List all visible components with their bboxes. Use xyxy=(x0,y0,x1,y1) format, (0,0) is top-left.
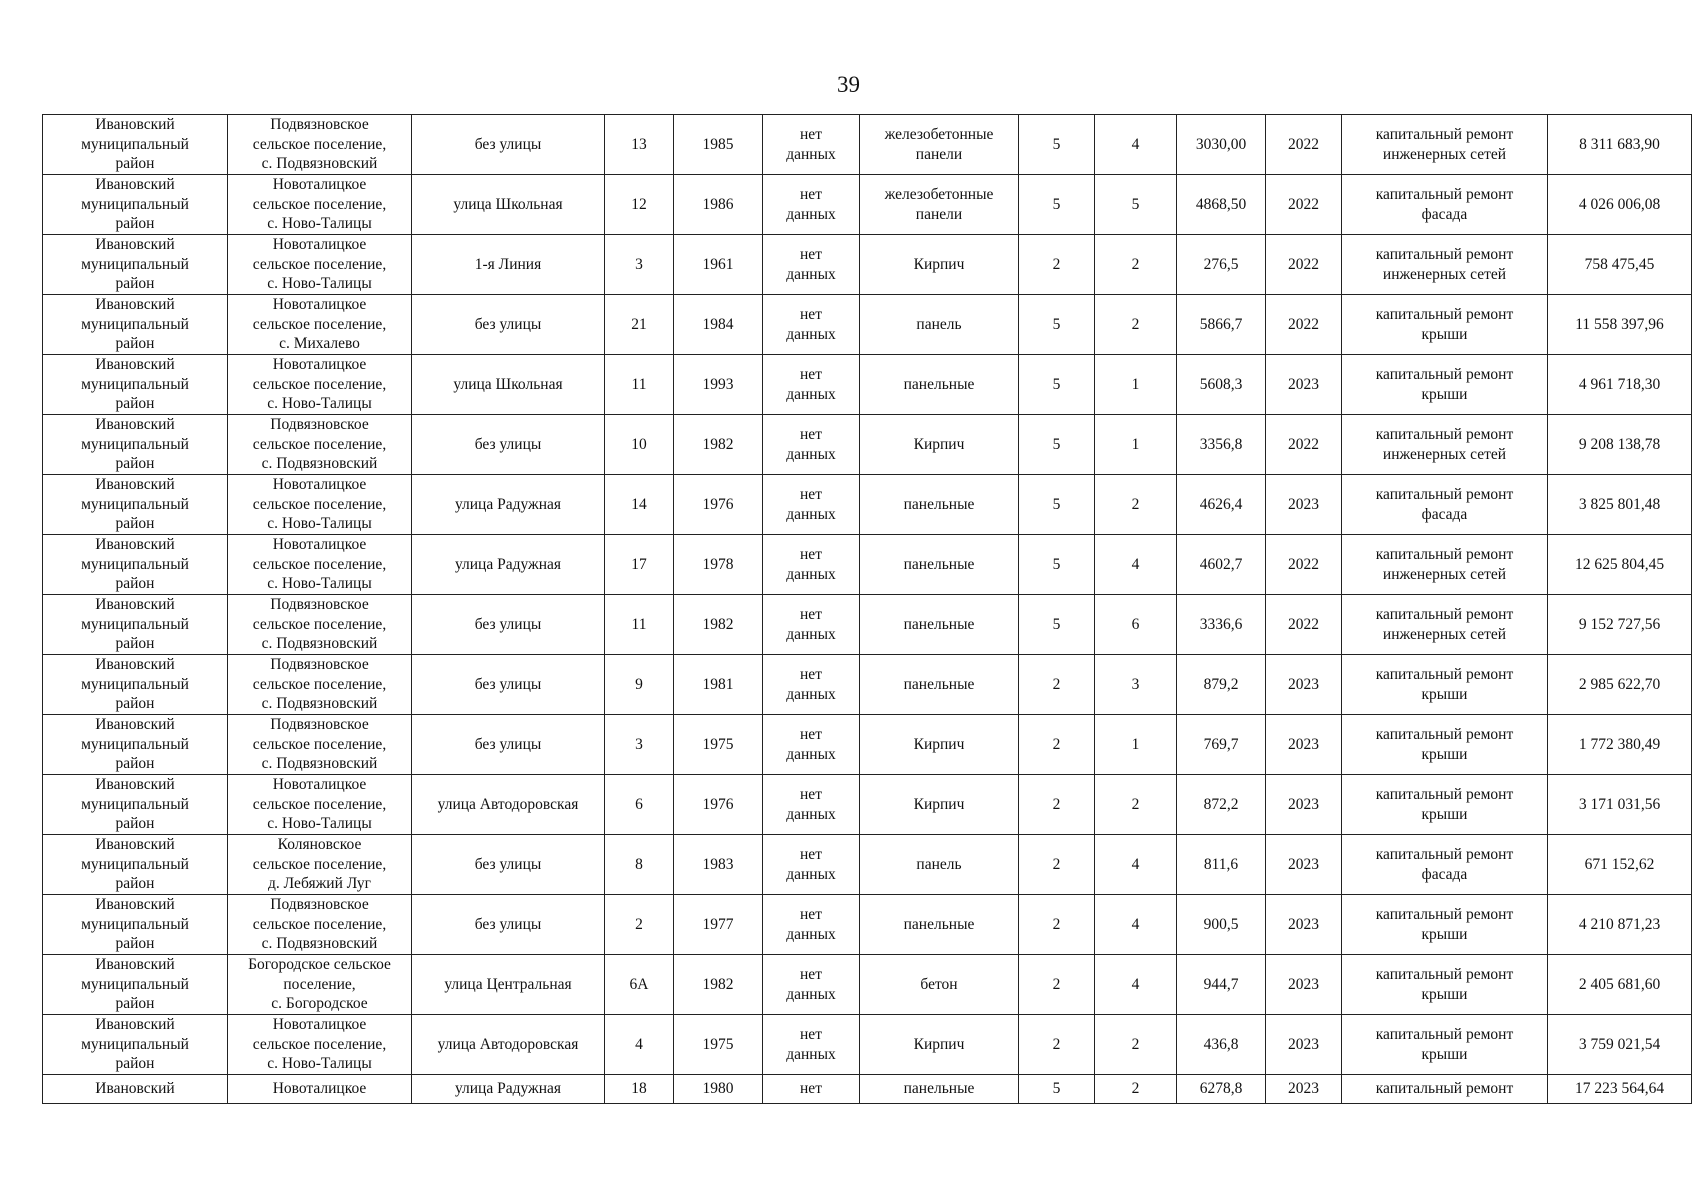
table-row xyxy=(43,835,1692,895)
cell-floors: 5 xyxy=(1019,475,1095,535)
cell-house: 10 xyxy=(605,415,674,475)
cell-col6: нет данных xyxy=(763,355,860,415)
cell-year: 1977 xyxy=(674,895,763,955)
cell-cost: 758 475,45 xyxy=(1548,235,1692,295)
cell-work: капитальный ремонт инженерных сетей xyxy=(1342,595,1548,655)
cell-cost: 671 152,62 xyxy=(1548,835,1692,895)
cell-entrances: 2 xyxy=(1095,475,1177,535)
cell-settlement: Новоталицкое сельское поселение, с. Ново-Талицы xyxy=(228,475,412,535)
cell-house: 3 xyxy=(605,715,674,775)
cell-street: без улицы xyxy=(412,655,605,715)
table-row xyxy=(43,655,1692,715)
cell-material: панельные xyxy=(860,475,1019,535)
cell-material: панельные xyxy=(860,535,1019,595)
table-row xyxy=(43,955,1692,1015)
cell-material: панель xyxy=(860,835,1019,895)
cell-floors: 5 xyxy=(1019,355,1095,415)
cell-material: Кирпич xyxy=(860,415,1019,475)
cell-settlement: Подвязновское сельское поселение, с. Подвязновский xyxy=(228,895,412,955)
cell-floors: 5 xyxy=(1019,115,1095,175)
cell-period: 2022 xyxy=(1266,115,1342,175)
cell-settlement: Коляновское сельское поселение, д. Лебяжий Луг xyxy=(228,835,412,895)
cell-work: капитальный ремонт крыши xyxy=(1342,1015,1548,1075)
table-row xyxy=(43,1075,1692,1104)
cell-material: панельные xyxy=(860,895,1019,955)
cell-year: 1983 xyxy=(674,835,763,895)
cell-floors: 2 xyxy=(1019,835,1095,895)
cell-work: капитальный ремонт крыши xyxy=(1342,655,1548,715)
cell-work: капитальный ремонт крыши xyxy=(1342,295,1548,355)
table-row xyxy=(43,235,1692,295)
cell-street: улица Школьная xyxy=(412,175,605,235)
cell-period: 2022 xyxy=(1266,175,1342,235)
cell-material: Кирпич xyxy=(860,775,1019,835)
cell-material: панель xyxy=(860,295,1019,355)
cell-col6: нет данных xyxy=(763,955,860,1015)
table-row xyxy=(43,415,1692,475)
cell-house: 6А xyxy=(605,955,674,1015)
cell-floors: 2 xyxy=(1019,775,1095,835)
cell-floors: 2 xyxy=(1019,895,1095,955)
table-row xyxy=(43,1015,1692,1075)
cell-district: Ивановский муниципальный район xyxy=(43,595,228,655)
cell-entrances: 4 xyxy=(1095,535,1177,595)
cell-period: 2023 xyxy=(1266,955,1342,1015)
table-row xyxy=(43,475,1692,535)
cell-period: 2022 xyxy=(1266,295,1342,355)
cell-col6: нет данных xyxy=(763,535,860,595)
table-row xyxy=(43,295,1692,355)
cell-year: 1976 xyxy=(674,775,763,835)
cell-col6: нет данных xyxy=(763,1015,860,1075)
cell-district: Ивановский муниципальный район xyxy=(43,775,228,835)
cell-district: Ивановский муниципальный район xyxy=(43,715,228,775)
cell-col6: нет данных xyxy=(763,715,860,775)
cell-district: Ивановский муниципальный район xyxy=(43,295,228,355)
cell-col6: нет данных xyxy=(763,655,860,715)
cell-house: 11 xyxy=(605,595,674,655)
cell-material: Кирпич xyxy=(860,1015,1019,1075)
cell-work: капитальный ремонт крыши xyxy=(1342,355,1548,415)
cell-year: 1980 xyxy=(674,1075,763,1104)
cell-house: 4 xyxy=(605,1015,674,1075)
cell-year: 1981 xyxy=(674,655,763,715)
cell-col6: нет данных xyxy=(763,415,860,475)
cell-year: 1978 xyxy=(674,535,763,595)
cell-period: 2023 xyxy=(1266,835,1342,895)
cell-floors: 2 xyxy=(1019,235,1095,295)
cell-street: улица Автодоровская xyxy=(412,1015,605,1075)
cell-house: 13 xyxy=(605,115,674,175)
cell-house: 11 xyxy=(605,355,674,415)
cell-area: 811,6 xyxy=(1177,835,1266,895)
table-row xyxy=(43,535,1692,595)
cell-house: 8 xyxy=(605,835,674,895)
cell-cost: 4 961 718,30 xyxy=(1548,355,1692,415)
cell-area: 6278,8 xyxy=(1177,1075,1266,1104)
cell-work: капитальный ремонт инженерных сетей xyxy=(1342,535,1548,595)
cell-settlement: Новоталицкое сельское поселение, с. Ново-Талицы xyxy=(228,235,412,295)
cell-cost: 3 759 021,54 xyxy=(1548,1015,1692,1075)
cell-floors: 2 xyxy=(1019,955,1095,1015)
cell-period: 2022 xyxy=(1266,535,1342,595)
cell-street: без улицы xyxy=(412,415,605,475)
cell-area: 900,5 xyxy=(1177,895,1266,955)
cell-period: 2023 xyxy=(1266,775,1342,835)
cell-settlement: Подвязновское сельское поселение, с. Подвязновский xyxy=(228,715,412,775)
cell-period: 2023 xyxy=(1266,655,1342,715)
table-row xyxy=(43,715,1692,775)
cell-work: капитальный ремонт крыши xyxy=(1342,715,1548,775)
cell-material: панельные xyxy=(860,1075,1019,1104)
cell-house: 3 xyxy=(605,235,674,295)
cell-area: 436,8 xyxy=(1177,1015,1266,1075)
cell-house: 18 xyxy=(605,1075,674,1104)
cell-period: 2023 xyxy=(1266,475,1342,535)
cell-work: капитальный ремонт xyxy=(1342,1075,1548,1104)
cell-floors: 5 xyxy=(1019,415,1095,475)
cell-cost: 17 223 564,64 xyxy=(1548,1075,1692,1104)
cell-district: Ивановский муниципальный район xyxy=(43,955,228,1015)
cell-street: улица Радужная xyxy=(412,1075,605,1104)
cell-district: Ивановский муниципальный район xyxy=(43,175,228,235)
cell-cost: 11 558 397,96 xyxy=(1548,295,1692,355)
cell-col6: нет данных xyxy=(763,115,860,175)
table-body xyxy=(43,115,1692,1104)
cell-material: железобетонные панели xyxy=(860,175,1019,235)
cell-year: 1975 xyxy=(674,715,763,775)
cell-cost: 4 210 871,23 xyxy=(1548,895,1692,955)
cell-material: панельные xyxy=(860,655,1019,715)
cell-floors: 5 xyxy=(1019,175,1095,235)
cell-district: Ивановский муниципальный район xyxy=(43,895,228,955)
cell-entrances: 2 xyxy=(1095,775,1177,835)
cell-year: 1984 xyxy=(674,295,763,355)
cell-period: 2022 xyxy=(1266,235,1342,295)
cell-cost: 3 171 031,56 xyxy=(1548,775,1692,835)
cell-work: капитальный ремонт фасада xyxy=(1342,175,1548,235)
cell-work: капитальный ремонт инженерных сетей xyxy=(1342,235,1548,295)
cell-material: бетон xyxy=(860,955,1019,1015)
cell-street: без улицы xyxy=(412,595,605,655)
cell-cost: 2 405 681,60 xyxy=(1548,955,1692,1015)
cell-floors: 2 xyxy=(1019,655,1095,715)
cell-period: 2023 xyxy=(1266,355,1342,415)
table-row xyxy=(43,895,1692,955)
cell-settlement: Подвязновское сельское поселение, с. Подвязновский xyxy=(228,115,412,175)
cell-col6: нет данных xyxy=(763,835,860,895)
table-row xyxy=(43,115,1692,175)
cell-col6: нет данных xyxy=(763,295,860,355)
table-row xyxy=(43,775,1692,835)
cell-house: 2 xyxy=(605,895,674,955)
cell-work: капитальный ремонт фасада xyxy=(1342,835,1548,895)
cell-year: 1993 xyxy=(674,355,763,415)
cell-entrances: 6 xyxy=(1095,595,1177,655)
cell-period: 2023 xyxy=(1266,1075,1342,1104)
table-row xyxy=(43,355,1692,415)
cell-district: Ивановский муниципальный район xyxy=(43,475,228,535)
cell-work: капитальный ремонт крыши xyxy=(1342,895,1548,955)
cell-area: 5608,3 xyxy=(1177,355,1266,415)
cell-area: 3336,6 xyxy=(1177,595,1266,655)
cell-settlement: Новоталицкое сельское поселение, с. Ново-Талицы xyxy=(228,775,412,835)
cell-period: 2022 xyxy=(1266,415,1342,475)
cell-area: 879,2 xyxy=(1177,655,1266,715)
cell-col6: нет данных xyxy=(763,595,860,655)
cell-district: Ивановский муниципальный район xyxy=(43,535,228,595)
cell-col6: нет данных xyxy=(763,895,860,955)
cell-material: Кирпич xyxy=(860,235,1019,295)
cell-period: 2023 xyxy=(1266,1015,1342,1075)
cell-house: 9 xyxy=(605,655,674,715)
cell-street: без улицы xyxy=(412,295,605,355)
cell-area: 3030,00 xyxy=(1177,115,1266,175)
cell-floors: 5 xyxy=(1019,595,1095,655)
cell-col6: нет данных xyxy=(763,775,860,835)
cell-area: 872,2 xyxy=(1177,775,1266,835)
cell-entrances: 2 xyxy=(1095,295,1177,355)
cell-year: 1985 xyxy=(674,115,763,175)
page-number: 39 xyxy=(837,72,860,97)
cell-entrances: 1 xyxy=(1095,355,1177,415)
cell-entrances: 2 xyxy=(1095,235,1177,295)
cell-entrances: 2 xyxy=(1095,1075,1177,1104)
cell-entrances: 4 xyxy=(1095,955,1177,1015)
cell-street: без улицы xyxy=(412,835,605,895)
cell-area: 4626,4 xyxy=(1177,475,1266,535)
cell-house: 6 xyxy=(605,775,674,835)
cell-work: капитальный ремонт инженерных сетей xyxy=(1342,115,1548,175)
cell-work: капитальный ремонт крыши xyxy=(1342,775,1548,835)
cell-district: Ивановский муниципальный район xyxy=(43,235,228,295)
cell-entrances: 5 xyxy=(1095,175,1177,235)
table-row xyxy=(43,175,1692,235)
cell-district: Ивановский муниципальный район xyxy=(43,1015,228,1075)
cell-house: 21 xyxy=(605,295,674,355)
cell-street: улица Школьная xyxy=(412,355,605,415)
cell-street: без улицы xyxy=(412,895,605,955)
cell-settlement: Новоталицкое сельское поселение, с. Ново-Талицы xyxy=(228,175,412,235)
cell-cost: 9 208 138,78 xyxy=(1548,415,1692,475)
cell-street: улица Радужная xyxy=(412,535,605,595)
cell-cost: 12 625 804,45 xyxy=(1548,535,1692,595)
cell-cost: 2 985 622,70 xyxy=(1548,655,1692,715)
cell-area: 4868,50 xyxy=(1177,175,1266,235)
cell-entrances: 2 xyxy=(1095,1015,1177,1075)
cell-street: 1-я Линия xyxy=(412,235,605,295)
cell-col6: нет данных xyxy=(763,175,860,235)
cell-entrances: 1 xyxy=(1095,415,1177,475)
cell-cost: 3 825 801,48 xyxy=(1548,475,1692,535)
cell-area: 3356,8 xyxy=(1177,415,1266,475)
cell-year: 1982 xyxy=(674,595,763,655)
cell-settlement: Подвязновское сельское поселение, с. Подвязновский xyxy=(228,415,412,475)
housing-registry-table xyxy=(42,114,1692,1104)
cell-floors: 5 xyxy=(1019,1075,1095,1104)
cell-area: 769,7 xyxy=(1177,715,1266,775)
cell-year: 1986 xyxy=(674,175,763,235)
cell-entrances: 4 xyxy=(1095,835,1177,895)
cell-settlement: Подвязновское сельское поселение, с. Подвязновский xyxy=(228,595,412,655)
cell-col6: нет данных xyxy=(763,475,860,535)
cell-settlement: Богородское сельское поселение, с. Богородское xyxy=(228,955,412,1015)
cell-floors: 2 xyxy=(1019,715,1095,775)
cell-cost: 9 152 727,56 xyxy=(1548,595,1692,655)
cell-year: 1975 xyxy=(674,1015,763,1075)
cell-floors: 5 xyxy=(1019,535,1095,595)
cell-area: 276,5 xyxy=(1177,235,1266,295)
cell-floors: 5 xyxy=(1019,295,1095,355)
cell-year: 1976 xyxy=(674,475,763,535)
cell-entrances: 4 xyxy=(1095,895,1177,955)
cell-settlement: Новоталицкое сельское поселение, с. Ново-Талицы xyxy=(228,1015,412,1075)
cell-material: панельные xyxy=(860,355,1019,415)
cell-period: 2023 xyxy=(1266,715,1342,775)
cell-settlement: Новоталицкое xyxy=(228,1075,412,1104)
cell-district: Ивановский муниципальный район xyxy=(43,835,228,895)
cell-work: капитальный ремонт фасада xyxy=(1342,475,1548,535)
cell-entrances: 4 xyxy=(1095,115,1177,175)
cell-area: 944,7 xyxy=(1177,955,1266,1015)
cell-col6: нет данных xyxy=(763,235,860,295)
cell-period: 2023 xyxy=(1266,895,1342,955)
cell-material: панельные xyxy=(860,595,1019,655)
cell-entrances: 1 xyxy=(1095,715,1177,775)
cell-street: улица Автодоровская xyxy=(412,775,605,835)
cell-cost: 1 772 380,49 xyxy=(1548,715,1692,775)
cell-year: 1982 xyxy=(674,415,763,475)
cell-district: Ивановский xyxy=(43,1075,228,1104)
cell-district: Ивановский муниципальный район xyxy=(43,355,228,415)
cell-work: капитальный ремонт крыши xyxy=(1342,955,1548,1015)
cell-district: Ивановский муниципальный район xyxy=(43,655,228,715)
cell-street: улица Центральная xyxy=(412,955,605,1015)
cell-entrances: 3 xyxy=(1095,655,1177,715)
cell-district: Ивановский муниципальный район xyxy=(43,415,228,475)
cell-cost: 8 311 683,90 xyxy=(1548,115,1692,175)
cell-year: 1961 xyxy=(674,235,763,295)
cell-work: капитальный ремонт инженерных сетей xyxy=(1342,415,1548,475)
cell-settlement: Подвязновское сельское поселение, с. Подвязновский xyxy=(228,655,412,715)
cell-area: 5866,7 xyxy=(1177,295,1266,355)
cell-district: Ивановский муниципальный район xyxy=(43,115,228,175)
cell-year: 1982 xyxy=(674,955,763,1015)
cell-material: Кирпич xyxy=(860,715,1019,775)
cell-area: 4602,7 xyxy=(1177,535,1266,595)
table-row xyxy=(43,595,1692,655)
cell-cost: 4 026 006,08 xyxy=(1548,175,1692,235)
cell-floors: 2 xyxy=(1019,1015,1095,1075)
cell-period: 2022 xyxy=(1266,595,1342,655)
cell-house: 12 xyxy=(605,175,674,235)
cell-house: 14 xyxy=(605,475,674,535)
cell-street: без улицы xyxy=(412,115,605,175)
cell-street: без улицы xyxy=(412,715,605,775)
cell-settlement: Новоталицкое сельское поселение, с. Михалево xyxy=(228,295,412,355)
cell-street: улица Радужная xyxy=(412,475,605,535)
cell-material: железобетонные панели xyxy=(860,115,1019,175)
cell-settlement: Новоталицкое сельское поселение, с. Ново-Талицы xyxy=(228,535,412,595)
cell-settlement: Новоталицкое сельское поселение, с. Ново-Талицы xyxy=(228,355,412,415)
cell-col6: нет xyxy=(763,1075,860,1104)
cell-house: 17 xyxy=(605,535,674,595)
